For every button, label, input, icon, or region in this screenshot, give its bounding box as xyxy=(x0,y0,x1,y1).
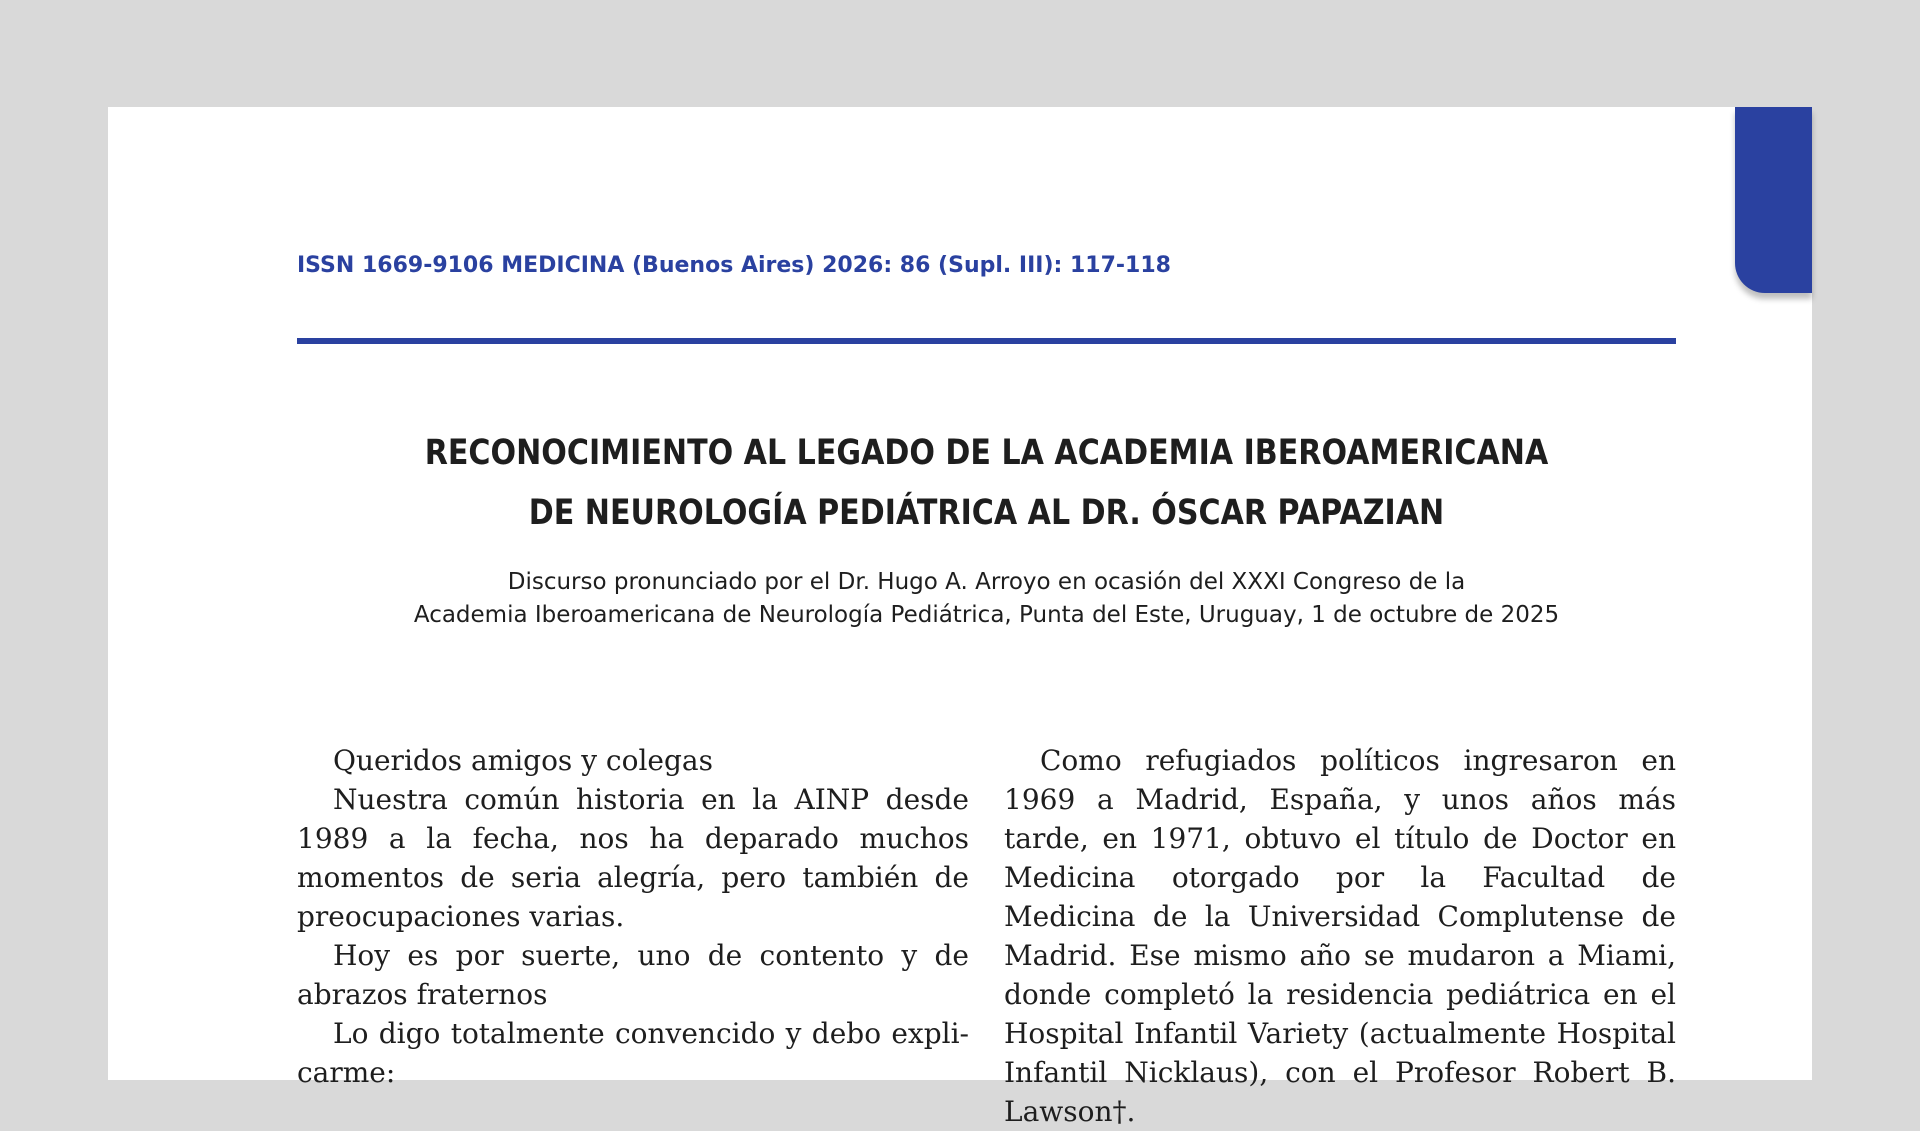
document-page xyxy=(108,107,1812,1128)
body-column-right xyxy=(1004,741,1676,1131)
article-subtitle xyxy=(297,566,1676,632)
article-title-line-1: RECONOCIMIENTO AL LEGADO DE LA ACADEMIA IBEROAMERICANA xyxy=(424,433,1549,473)
body-column-left xyxy=(297,741,969,1092)
paragraph: Queridos amigos y colegas xyxy=(333,744,713,777)
article-title-line-2: DE NEUROLOGÍA PEDIÁTRICA AL DR. ÓSCAR PAPAZIAN xyxy=(528,493,1445,533)
paragraph: Lo digo totalmente convencido y debo explicarme: xyxy=(297,1017,969,1089)
article-title xyxy=(394,423,1580,543)
paragraph: Hoy es por suerte, uno de contento y de abrazos fraternos xyxy=(297,939,969,1011)
header-rule xyxy=(297,338,1676,344)
article-subtitle-line-2: Academia Iberoamericana de Neurología Pediátrica, Punta del Este, Uruguay, 1 de octubre de 2025 xyxy=(413,602,1560,628)
paragraph: Nuestra común historia en la AINP desde 1989 a la fecha, nos ha deparado muchos momentos de seria alegría, pero también de preocupaciones varias. xyxy=(297,783,969,933)
paragraph: Como refugiados políticos ingresaron en 1969 a Madrid, España, y unos años más tarde, en 1971, obtuvo el título de Doctor en Medicina otorgado por la Facultad de Medicina de la Universidad Complutense de Madrid. Ese mismo año se mudaron a Miami, donde completó la residencia pediátrica en el Hospital Infantil Variety (actualmente Hospital Infantil Nicklaus), con el Profesor Robert B. Lawson†. xyxy=(1004,744,1676,1128)
page-side-tab xyxy=(1735,107,1812,293)
article-subtitle-line-1: Discurso pronunciado por el Dr. Hugo A. Arroyo en ocasión del XXXI Congreso de la xyxy=(507,569,1466,595)
journal-citation: ISSN 1669-9106 MEDICINA (Buenos Aires) 2026: 86 (Supl. III): 117-118 xyxy=(297,253,1171,278)
